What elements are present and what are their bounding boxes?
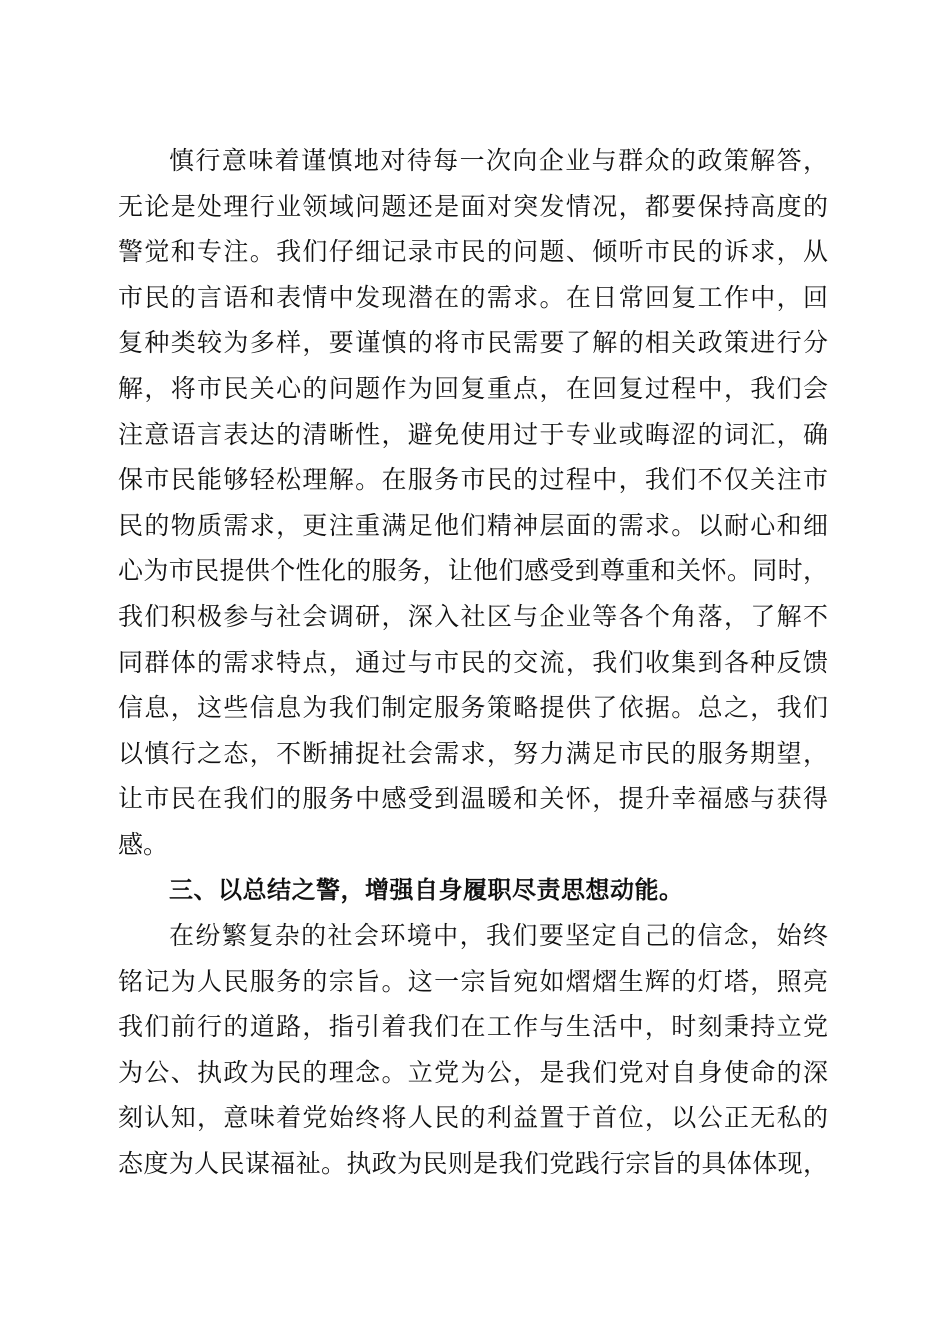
paragraph-1-line: 同群体的需求特点，通过与市民的交流，我们收集到各种反馈: [118, 647, 828, 677]
paragraph-2-line: 铭记为人民服务的宗旨。这一宗旨宛如熠熠生辉的灯塔，照亮: [118, 966, 828, 996]
paragraph-1-line: 慎行意味着谨慎地对待每一次向企业与群众的政策解答，: [169, 146, 828, 175]
paragraph-2-line: 为公、执政为民的理念。立党为公，是我们党对自身使命的深: [118, 1057, 828, 1087]
section-heading: 三、以总结之警，增强自身履职尽责思想动能。: [169, 875, 684, 904]
paragraph-1-line: 让市民在我们的服务中感受到温暖和关怀，提升幸福感与获得: [118, 784, 828, 814]
paragraph-1-line: 我们积极参与社会调研，深入社区与企业等各个角落，了解不: [118, 601, 828, 631]
paragraph-1-line: 复种类较为多样，要谨慎的将市民需要了解的相关政策进行分: [118, 328, 828, 358]
paragraph-1-line: 市民的言语和表情中发现潜在的需求。在日常回复工作中，回: [118, 282, 828, 312]
paragraph-1-line: 感。: [118, 829, 169, 859]
paragraph-2-line: 我们前行的道路，指引着我们在工作与生活中，时刻秉持立党: [118, 1012, 828, 1042]
paragraph-1: [118, 138, 828, 868]
paragraph-1-line: 解，将市民关心的问题作为回复重点，在回复过程中，我们会: [118, 373, 828, 403]
paragraph-2-line: 刻认知，意味着党始终将人民的利益置于首位，以公正无私的: [118, 1103, 828, 1133]
paragraph-2-line: 在纷繁复杂的社会环境中，我们要坚定自己的信念，始终: [169, 921, 828, 951]
paragraph-1-line: 注意语言表达的清晰性，避免使用过于专业或晦涩的词汇，确: [118, 419, 828, 449]
paragraph-1-line: 以慎行之态，不断捕捉社会需求，努力满足市民的服务期望，: [118, 738, 828, 768]
document-body: [118, 138, 828, 1187]
paragraph-2: [118, 913, 828, 1187]
paragraph-1-line: 警觉和专注。我们仔细记录市民的问题、倾听市民的诉求，从: [118, 237, 828, 267]
paragraph-1-line: 保市民能够轻松理解。在服务市民的过程中，我们不仅关注市: [118, 465, 828, 495]
paragraph-1-line: 心为市民提供个性化的服务，让他们感受到尊重和关怀。同时，: [118, 556, 828, 586]
paragraph-1-line: 信息，这些信息为我们制定服务策略提供了依据。总之，我们: [118, 693, 828, 723]
paragraph-1-line: 民的物质需求，更注重满足他们精神层面的需求。以耐心和细: [118, 510, 828, 540]
paragraph-1-line: 无论是处理行业领域问题还是面对突发情况，都要保持高度的: [118, 191, 828, 221]
paragraph-2-line: 态度为人民谋福祉。执政为民则是我们党践行宗旨的具体体现，: [118, 1149, 828, 1179]
